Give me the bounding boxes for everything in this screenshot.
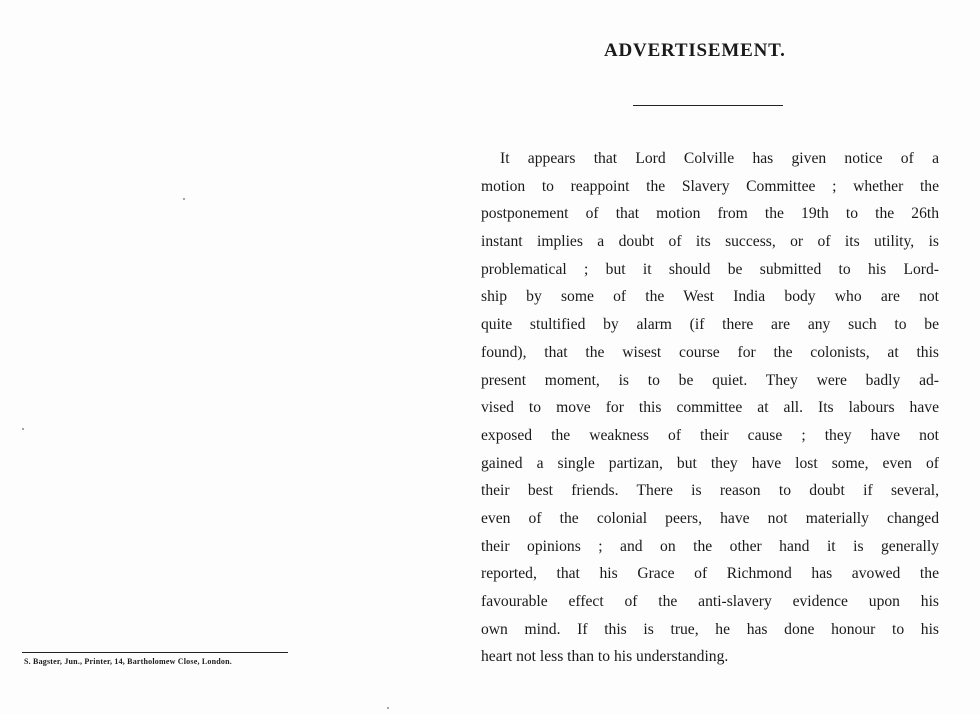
paper-speck	[22, 428, 24, 430]
advertisement-body	[481, 145, 939, 671]
text-line: instant implies a doubt of its success, or of its utility, is	[481, 233, 939, 251]
text-line: quite stultified by alarm (if there are any such to be	[481, 316, 939, 334]
left-page	[0, 0, 470, 714]
text-line: heart not less than to his understanding.	[481, 648, 729, 666]
text-line: reported, that his Grace of Richmond has avowed the	[481, 565, 939, 583]
text-line: problematical ; but it should be submitted to his Lord-	[481, 260, 939, 278]
text-line: exposed the weakness of their cause ; they have not	[481, 426, 939, 444]
text-line: postponement of that motion from the 19th to the 26th	[481, 205, 939, 223]
text-line: found), that the wisest course for the colonists, at this	[481, 343, 939, 361]
text-line: their best friends. There is reason to doubt if several,	[481, 482, 939, 500]
text-line: even of the colonial peers, have not materially changed	[481, 509, 939, 527]
text-line: favourable effect of the anti-slavery evidence upon his	[481, 593, 939, 610]
text-line: motion to reappoint the Slavery Committee ; whether the	[481, 177, 939, 195]
paper-speck	[183, 198, 185, 200]
text-line: their opinions ; and on the other hand it is generally	[481, 537, 939, 555]
printer-imprint: S. Bagster, Jun., Printer, 14, Bartholomew Close, London.	[24, 657, 232, 666]
text-line: own mind. If this is true, he has done honour to his	[481, 620, 939, 638]
text-line: It appears that Lord Colville has given notice of a	[500, 150, 939, 167]
text-line: present moment, is to be quiet. They were badly ad-	[481, 371, 939, 389]
text-line: vised to move for this committee at all. Its labours have	[481, 399, 939, 417]
text-line: ship by some of the West India body who are not	[481, 288, 939, 306]
heading-rule	[633, 105, 783, 106]
printer-imprint-rule	[22, 652, 288, 653]
paper-speck	[387, 707, 389, 709]
page-heading: ADVERTISEMENT.	[604, 40, 786, 61]
text-line: gained a single partizan, but they have lost some, even of	[481, 454, 939, 472]
